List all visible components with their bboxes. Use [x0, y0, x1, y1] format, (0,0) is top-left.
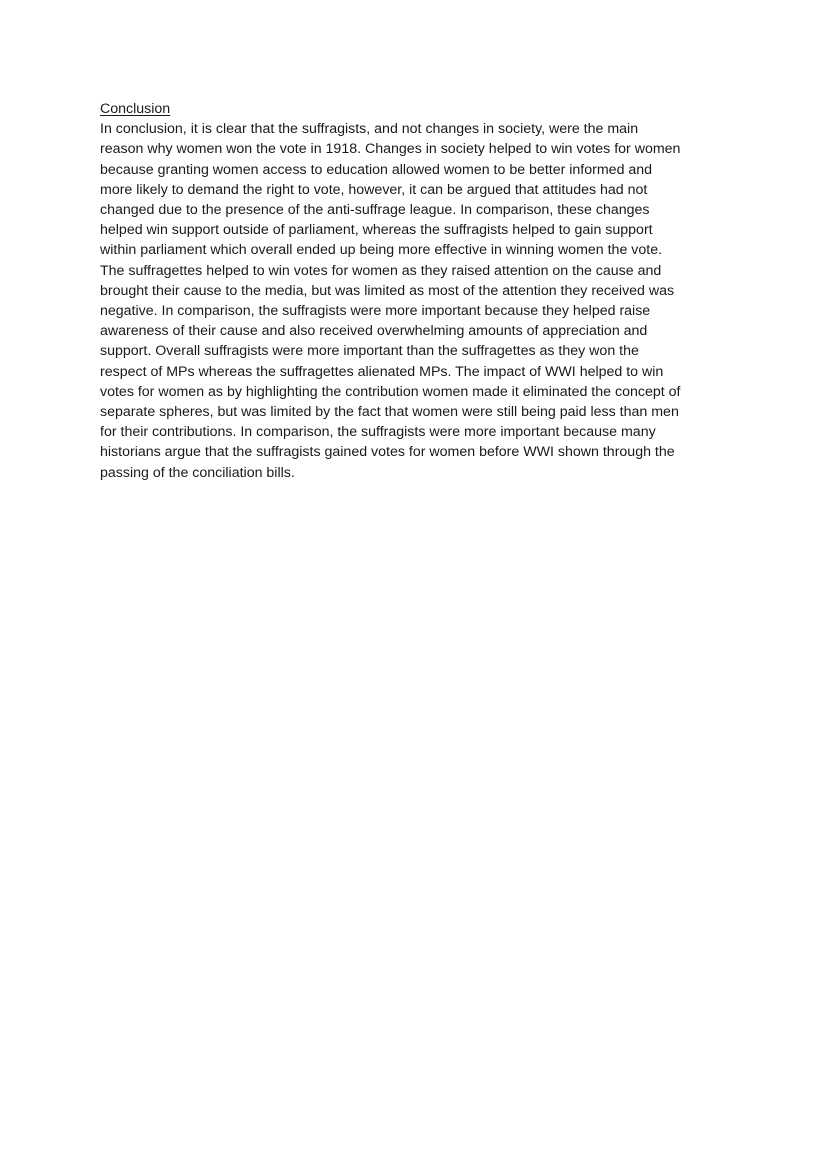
- paragraph-line: brought their cause to the media, but was limited as most of the attention they received was: [100, 282, 675, 299]
- paragraph-line: The suffragettes helped to win votes for women as they raised attention on the cause and: [100, 262, 662, 279]
- paragraph-line: separate spheres, but was limited by the fact that women were still being paid less than men: [100, 404, 679, 421]
- paragraph-line: more likely to demand the right to vote, however, it can be argued that attitudes had not: [100, 181, 648, 198]
- paragraph-line: awareness of their cause and also received overwhelming amounts of appreciation and: [100, 323, 648, 340]
- paragraph-line: respect of MPs whereas the suffragettes alienated MPs. The impact of WWI helped to win: [100, 363, 664, 380]
- paragraph-line: historians argue that the suffragists gained votes for women before WWI shown through the: [100, 444, 675, 461]
- paragraph-line: votes for women as by highlighting the contribution women made it eliminated the concept of: [100, 383, 681, 400]
- paragraph-line: for their contributions. In comparison, the suffragists were more important because many: [100, 424, 656, 441]
- paragraph-line: In conclusion, it is clear that the suffragists, and not changes in society, were the main: [100, 121, 639, 138]
- paragraph-line: reason why women won the vote in 1918. Changes in society helped to win votes for women: [100, 141, 681, 158]
- paragraph-line: within parliament which overall ended up being more effective in winning women the vote.: [100, 242, 663, 259]
- section-heading: Conclusion: [100, 101, 171, 117]
- paragraph-line: because granting women access to education allowed women to be better informed and: [100, 161, 653, 178]
- paragraph-line: support. Overall suffragists were more important than the suffragettes as they won the: [100, 343, 639, 360]
- paragraph-line: changed due to the presence of the anti-suffrage league. In comparison, these changes: [100, 202, 650, 219]
- paragraph-line: negative. In comparison, the suffragists were more important because they helped raise: [100, 303, 651, 320]
- document-body: [100, 99, 736, 483]
- paragraph-line: passing of the conciliation bills.: [100, 464, 295, 481]
- conclusion-paragraph: [100, 119, 736, 483]
- paragraph-line: helped win support outside of parliament, whereas the suffragists helped to gain support: [100, 222, 653, 239]
